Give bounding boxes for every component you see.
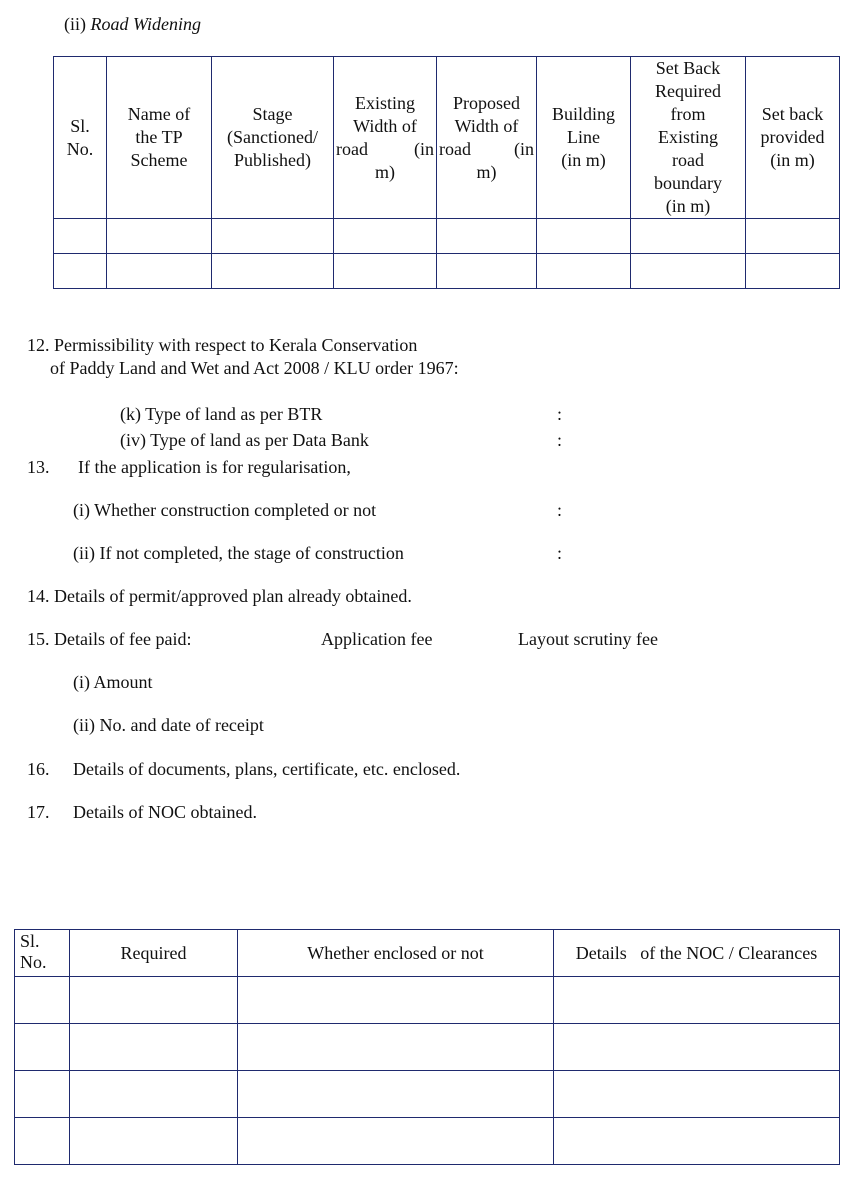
table-cell[interactable] — [107, 254, 212, 289]
item-13-number: 13. — [27, 457, 50, 477]
item-15-layout-fee: Layout scrutiny fee — [518, 629, 658, 649]
item-16-number: 16. — [27, 759, 50, 779]
table-cell[interactable] — [238, 1118, 554, 1165]
item-16-text: Details of documents, plans, certificate, etc. enclosed. — [73, 759, 461, 779]
table-cell[interactable] — [437, 254, 537, 289]
item-13-completed-colon: : — [557, 500, 563, 520]
table-cell[interactable] — [15, 977, 70, 1024]
item-12-line2: of Paddy Land and Wet and Act 2008 / KLU order 1967: — [50, 358, 459, 378]
noc-table — [14, 929, 840, 1165]
table-row — [15, 1071, 840, 1118]
table-cell[interactable] — [70, 1024, 238, 1071]
header-required: Required — [70, 930, 238, 977]
table-cell[interactable] — [631, 219, 746, 254]
item-17-text: Details of NOC obtained. — [73, 802, 257, 822]
header-noc-details: Details of the NOC / Clearances — [554, 930, 840, 977]
table-cell[interactable] — [238, 1071, 554, 1118]
item-12-btr-colon: : — [557, 404, 563, 424]
table-cell[interactable] — [631, 254, 746, 289]
table-row — [54, 219, 840, 254]
item-12-btr-label: (k) Type of land as per BTR — [120, 404, 323, 424]
header-sl-no: Sl. No. — [15, 930, 70, 977]
table-cell[interactable] — [212, 254, 334, 289]
header-proposed-width: Proposed Width of road (in m) — [437, 57, 537, 219]
item-15-receipt: (ii) No. and date of receipt — [73, 715, 264, 735]
item-13-completed-label: (i) Whether construction completed or not — [73, 500, 377, 520]
section-heading — [64, 13, 201, 35]
header-stage: Stage (Sanctioned/ Published) — [212, 57, 334, 219]
table-cell[interactable] — [15, 1071, 70, 1118]
table-cell[interactable] — [537, 219, 631, 254]
item-13-text: If the application is for regularisation, — [78, 457, 351, 477]
road-widening-table — [53, 56, 840, 289]
table-cell[interactable] — [15, 1118, 70, 1165]
table-cell[interactable] — [238, 977, 554, 1024]
table-header-row — [54, 57, 840, 219]
table-cell[interactable] — [70, 1118, 238, 1165]
table-cell[interactable] — [334, 219, 437, 254]
header-existing-width: Existing Width of road (in m) — [334, 57, 437, 219]
header-building-line: Building Line (in m) — [537, 57, 631, 219]
item-12-line1: 12. Permissibility with respect to Kerala Conservation — [27, 335, 418, 355]
table-cell[interactable] — [107, 219, 212, 254]
header-setback-provided: Set back provided (in m) — [746, 57, 840, 219]
table-cell[interactable] — [212, 219, 334, 254]
table-cell[interactable] — [554, 1118, 840, 1165]
table-cell[interactable] — [334, 254, 437, 289]
table-cell[interactable] — [537, 254, 631, 289]
table-cell[interactable] — [554, 977, 840, 1024]
header-enclosed: Whether enclosed or not — [238, 930, 554, 977]
table-cell[interactable] — [70, 1071, 238, 1118]
item-15-label: 15. Details of fee paid: — [27, 629, 192, 649]
table-header-row — [15, 930, 840, 977]
header-setback-required: Set Back Required from Existing road boundary (in m) — [631, 57, 746, 219]
table-cell[interactable] — [54, 219, 107, 254]
table-cell[interactable] — [54, 254, 107, 289]
header-sl-no: Sl. No. — [54, 57, 107, 219]
table-cell[interactable] — [15, 1024, 70, 1071]
table-row — [15, 1024, 840, 1071]
item-12-databank-label: (iv) Type of land as per Data Bank — [120, 430, 369, 450]
table-row — [54, 254, 840, 289]
table-row — [15, 977, 840, 1024]
item-14: 14. Details of permit/approved plan already obtained. — [27, 586, 412, 606]
table-cell[interactable] — [746, 254, 840, 289]
section-prefix: (ii) — [64, 14, 91, 34]
item-17-number: 17. — [27, 802, 50, 822]
item-15-application-fee: Application fee — [321, 629, 433, 649]
item-13-stage-label: (ii) If not completed, the stage of construction — [73, 543, 404, 563]
item-12-databank-colon: : — [557, 430, 563, 450]
table-cell[interactable] — [746, 219, 840, 254]
section-title: Road Widening — [90, 14, 201, 34]
table-cell[interactable] — [554, 1071, 840, 1118]
item-13-stage-colon: : — [557, 543, 563, 563]
table-cell[interactable] — [554, 1024, 840, 1071]
table-cell[interactable] — [437, 219, 537, 254]
header-tp-scheme: Name of the TP Scheme — [107, 57, 212, 219]
table-row — [15, 1118, 840, 1165]
table-cell[interactable] — [238, 1024, 554, 1071]
table-cell[interactable] — [70, 977, 238, 1024]
item-15-amount: (i) Amount — [73, 672, 153, 692]
